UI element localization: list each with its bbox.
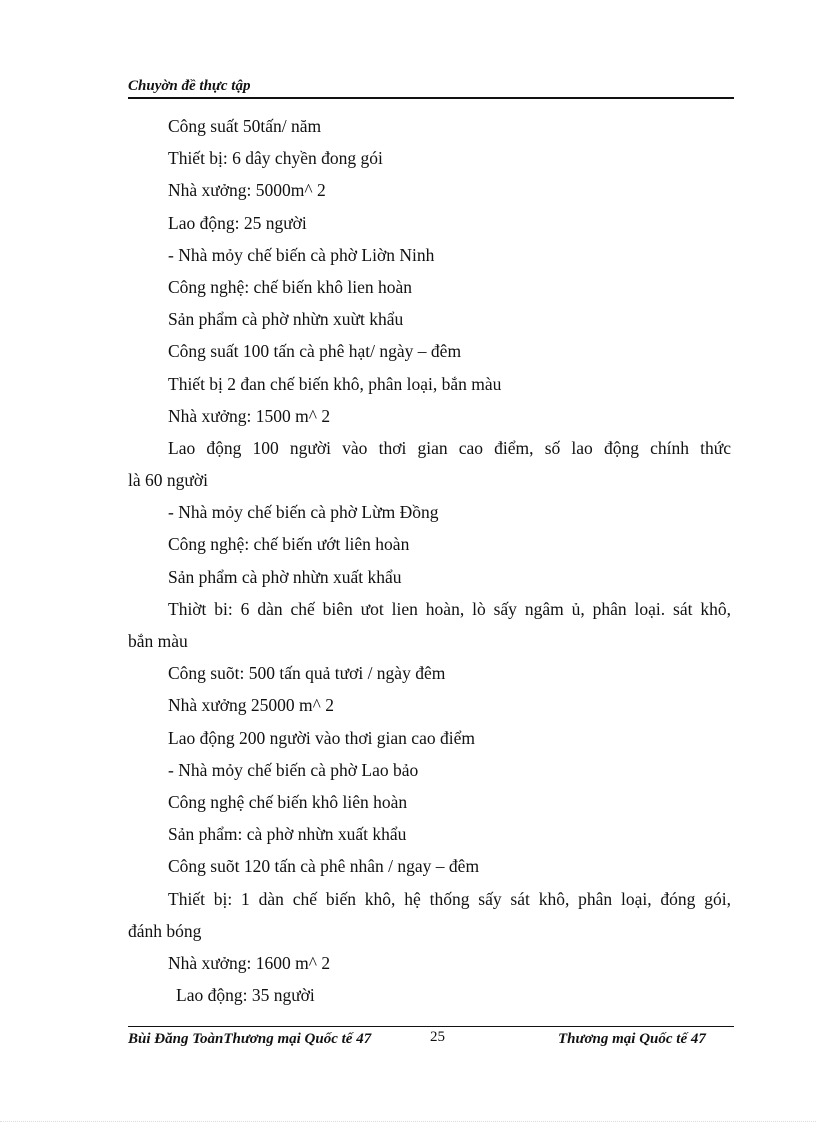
body-line: - Nhà mỏy chế biến cà phờ Lao bảo — [168, 759, 419, 780]
body-line: Công suõt 120 tấn cà phê nhân / ngay – đêm — [168, 856, 480, 877]
body-line: Lao động: 25 người — [168, 212, 307, 233]
body-line: Nhà xưởng: 1600 m^ 2 — [168, 952, 331, 973]
body-line: Lao động: 35 người — [176, 985, 315, 1006]
body-line: Lao động 100 người vào thơi gian cao điểm, số lao động chính thức — [168, 437, 731, 458]
body-line: Công suất 50tấn/ năm — [168, 116, 322, 136]
body-line: Sản phẩm cà phờ nhừn xuừt khẩu — [168, 309, 404, 330]
bottom-dotted-edge — [0, 1121, 816, 1122]
header-rule — [128, 97, 734, 99]
body-line: bắn màu — [128, 631, 188, 651]
body-line: Công nghệ chế biến khô liên hoàn — [168, 791, 408, 812]
body-line: Sản phẩm cà phờ nhừn xuất khẩu — [168, 566, 402, 587]
body-line: Thiết bị: 1 dàn chế biến khô, hệ thống sấy sát khô, phân loại, đóng gói, — [168, 888, 731, 909]
body-line: Nhà xưởng: 1500 m^ 2 — [168, 405, 331, 426]
body-line: Sản phẩm: cà phờ nhừn xuất khẩu — [168, 824, 407, 845]
body-line: Công suất 100 tấn cà phê hạt/ ngày – đêm — [168, 341, 462, 362]
body-line: Công suõt: 500 tấn quả tươi / ngày đêm — [168, 663, 446, 684]
page-header-title: Chuyờn đề thực tập — [128, 78, 251, 94]
body-line: là 60 người — [128, 470, 208, 491]
body-line: - Nhà mỏy chế biến cà phờ Liờn Ninh — [168, 244, 435, 265]
footer-author: Bùi Đăng ToànThương mại Quốc tế 47 — [128, 1031, 372, 1047]
body-line: Thiờt bi: 6 dàn chế biên ưot lien hoàn, lò sấy ngâm ủ, phân loại. sát khô, — [168, 598, 731, 619]
body-line: Công nghệ: chế biến khô lien hoàn — [168, 276, 412, 297]
body-line: Thiết bị 2 đan chế biến khô, phân loại, bắn màu — [168, 373, 502, 394]
body-line: Nhà xưởng 25000 m^ 2 — [168, 695, 334, 716]
page-number: 25 — [430, 1029, 445, 1045]
body-line: - Nhà mỏy chế biến cà phờ Lừm Đồng — [168, 502, 439, 523]
body-line: Nhà xưởng: 5000m^ 2 — [168, 180, 326, 201]
body-line: Thiết bị: 6 dây chyền đong gói — [168, 148, 383, 169]
footer-course: Thương mại Quốc tế 47 — [558, 1031, 706, 1047]
footer-rule — [128, 1026, 734, 1027]
body-line: đánh bóng — [128, 920, 202, 941]
body-line: Lao động 200 người vào thơi gian cao điểm — [168, 727, 475, 748]
body-line: Công nghệ: chế biến ướt liên hoàn — [168, 534, 410, 555]
page-body — [128, 110, 731, 1011]
